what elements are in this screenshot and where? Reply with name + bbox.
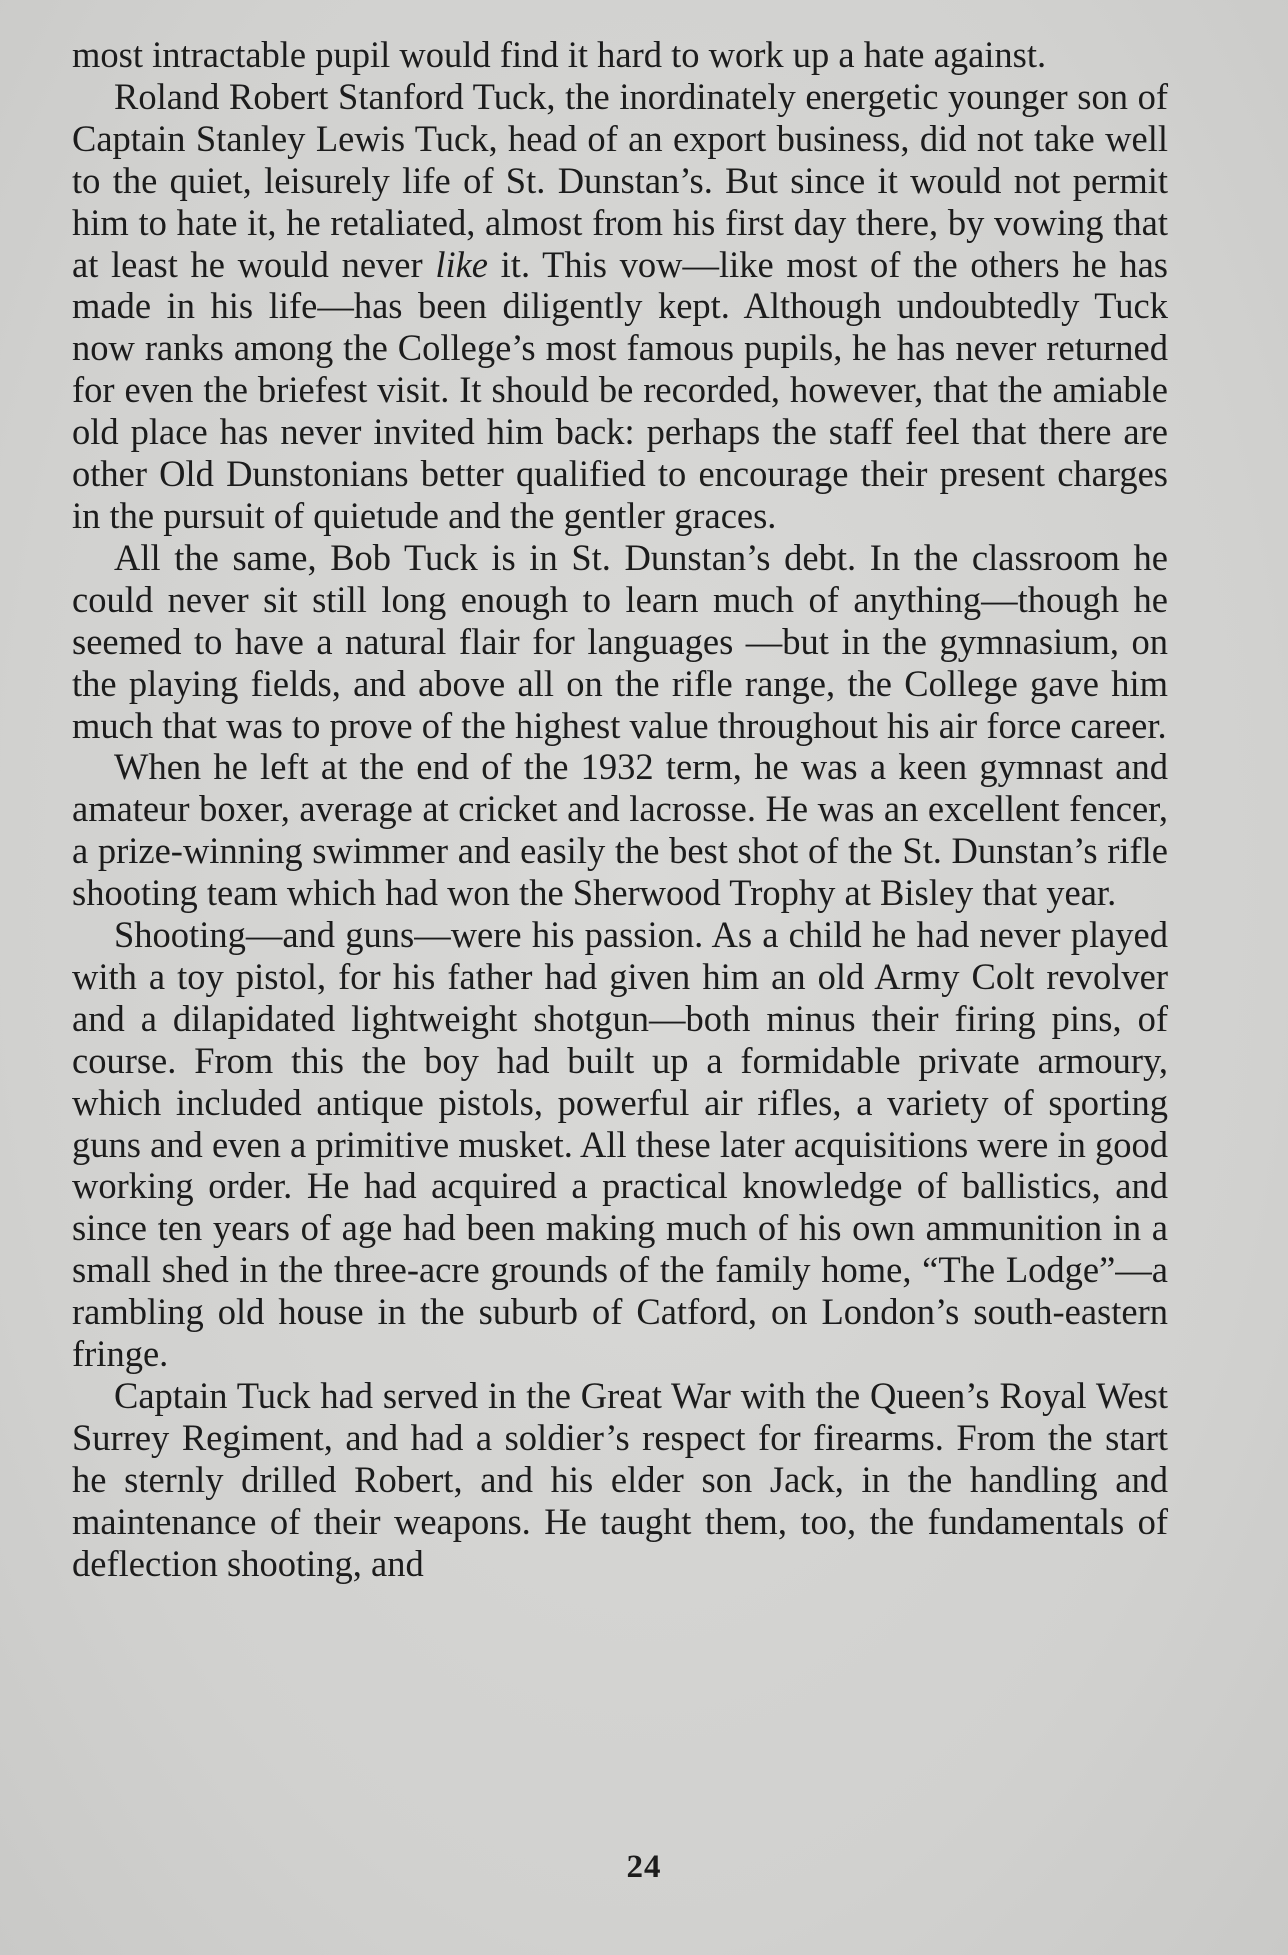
paragraph-1-text: most intractable pupil would find it hard to work up a hate against. [72, 34, 1047, 75]
paragraph-4 [72, 746, 1168, 914]
paragraph-2 [72, 76, 1168, 537]
paragraph-2-text-end: it. This vow—like most of the others he has made in his life—has been diligently kept. Although undoubtedly Tuck now ranks among the College’s most famous pupils, he has never returned for even the briefest visit. It should be recorded, however, that the amiable old place has never invited him back: perhaps the staff feel that there are other Old Dunstonians better qualified to encourage their present charges in the pursuit of quietude and the gentler graces. [72, 243, 1168, 536]
paragraph-2-emphasis: like [435, 243, 488, 285]
body-text [72, 34, 1168, 1585]
paragraph-1 [72, 34, 1168, 76]
paragraph-5-text: Shooting—and guns—were his passion. As a child he had never played with a toy pistol, for his father had given him an old Army Colt revolver and a dilapidated lightweight shotgun—both minus their firing pins, of course. From this the boy had built up a formidable private armoury, which included antique pistols, powerful air rifles, a variety of sporting guns and even a primitive musket. All these later acquisitions were in good working order. He had acquired a practical knowledge of ballistics, and since ten years of age had been making much of his own ammunition in a small shed in the three-acre grounds of the family home, “The Lodge”—a rambling old house in the suburb of Catford, on London’s south-eastern fringe. [72, 914, 1168, 1375]
paragraph-4-text: When he left at the end of the 1932 term, he was a keen gymnast and amateur boxer, average at cricket and lacrosse. He was an excellent fencer, a prize-winning swimmer and easily the best shot of the St. Dunstan’s rifle shooting team which had won the Sherwood Trophy at Bisley that year. [72, 746, 1168, 914]
page-number: 24 [626, 1849, 662, 1885]
paragraph-2-text-start: Roland Robert Stanford Tuck, the inordinately energetic younger son of Captain Stanley Lewis Tuck, head of an export business, did not take well to the quiet, leisurely life of St. Dunstan’s. But since it would not permit him to hate it, he retaliated, almost from his first day there, by vowing that at least he would never [72, 75, 1168, 285]
paragraph-6-text: Captain Tuck had served in the Great War with the Queen’s Royal West Surrey Regiment, and had a soldier’s respect for firearms. From the start he sternly drilled Robert, and his elder son Jack, in the handling and maintenance of their weapons. He taught them, too, the fundamentals of deflection shooting, and [72, 1375, 1168, 1584]
paragraph-3 [72, 537, 1168, 747]
paragraph-6 [72, 1375, 1168, 1585]
paragraph-3-text: All the same, Bob Tuck is in St. Dunstan’s debt. In the classroom he could never sit still long enough to learn much of anything—though he seemed to have a natural flair for languages —but in the gymnasium, on the playing fields, and above all on the rifle range, the College gave him much that was to prove of the highest value throughout his air force career. [72, 536, 1168, 746]
paragraph-5 [72, 914, 1168, 1375]
